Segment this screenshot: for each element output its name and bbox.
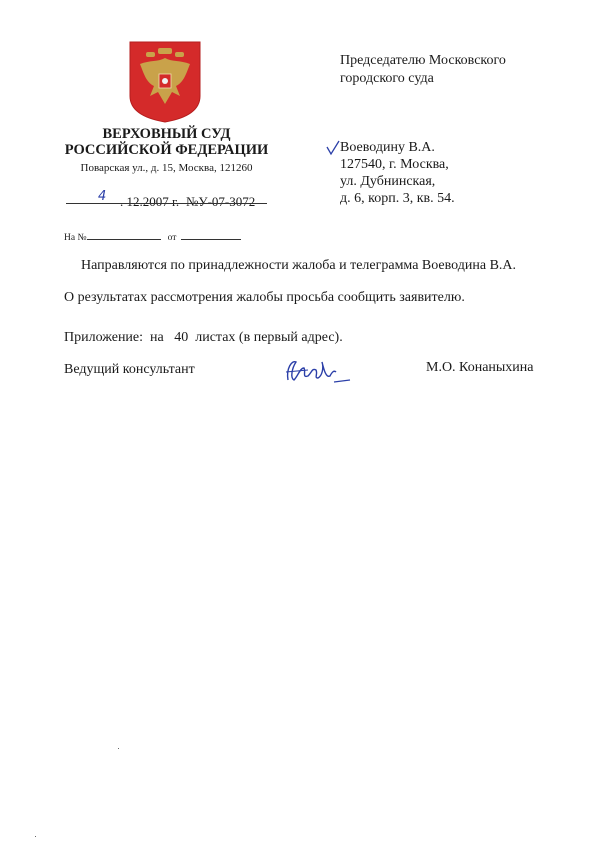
handwritten-signature [282,356,362,388]
organization-address: Поварская ул., д. 15, Москва, 121260 [80,162,253,174]
reference-number-blank [87,231,161,240]
recipient-address-line1: 127540, г. Москва, [340,157,449,172]
recipient-name: Воеводину В.А. [340,140,435,155]
checkmark-icon [326,140,340,156]
reference-ot-label: от [167,233,177,243]
organization-line1: ВЕРХОВНЫЙ СУД [102,126,231,142]
organization-line2: РОССИЙСКОЙ ФЕДЕРАЦИИ [64,142,269,158]
recipient-address [340,139,560,207]
scan-speck [118,748,119,749]
outgoing-date-line [64,189,269,209]
coat-of-arms-emblem [128,40,202,124]
recipient-address-line2: ул. Дубнинская, [340,174,436,189]
organization-name [64,126,269,158]
reference-line [64,231,269,243]
signer-name: М.О. Конаныхина [426,360,534,375]
body-paragraph-1: Направляются по принадлежности жалоба и телеграмма Воеводина В.А. [81,258,517,273]
outgoing-date: . 12.2007 г. [120,194,180,209]
handwritten-day: 4 [98,189,107,204]
registration-number: №У-07-3072 [186,194,256,209]
recipient-title-line1: Председателю Московского [340,53,506,68]
scan-speck [35,836,36,837]
signer-position: Ведущий консультант [64,362,195,377]
body-paragraph-2: О результатах рассмотрения жалобы просьба сообщить заявителю. [64,290,465,305]
date-line-strike [66,203,267,204]
reference-date-blank [181,231,241,240]
reference-na-label: На № [64,233,87,243]
recipient-title-line2: городского суда [340,71,434,86]
body-paragraph-attachment: Приложение: на 40 листах (в первый адрес). [64,330,343,345]
recipient-address-line3: д. 6, корп. 3, кв. 54. [340,191,455,206]
recipient-title [340,52,560,88]
